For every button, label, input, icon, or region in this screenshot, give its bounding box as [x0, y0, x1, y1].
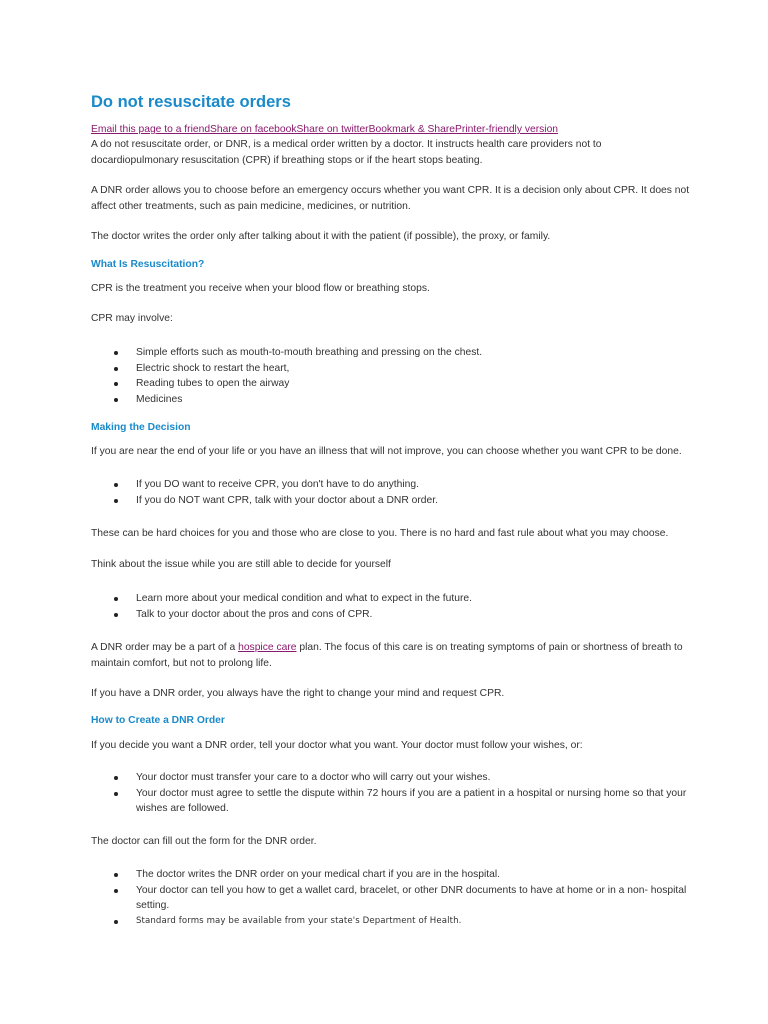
- decision-paragraph-2: These can be hard choices for you and those who are close to you. There is no hard and fast rule about what you may choose.: [91, 528, 669, 539]
- list-item: If you do NOT want CPR, talk with your doctor about a DNR order.: [91, 493, 691, 509]
- decision-paragraph-3: Think about the issue while you are still able to decide for yourself: [91, 559, 391, 570]
- resuscitation-paragraph-1: CPR is the treatment you receive when your blood flow or breathing stops.: [91, 283, 430, 294]
- list-item: Your doctor must agree to settle the dispute within 72 hours if you are a patient in a hospital or nursing home so that your wishes are followed.: [91, 786, 691, 817]
- resuscitation-paragraph-2: CPR may involve:: [91, 313, 173, 324]
- page-title: Do not resuscitate orders: [91, 93, 291, 111]
- intro-paragraph-3: The doctor writes the order only after talking about it with the patient (if possible), the proxy, or family.: [91, 231, 551, 242]
- heading-how-to-create-dnr: How to Create a DNR Order: [91, 715, 225, 726]
- decision-options-list: [91, 477, 691, 508]
- create-paragraph-2: The doctor can fill out the form for the DNR order.: [91, 836, 317, 847]
- list-item: Reading tubes to open the airway: [91, 376, 691, 392]
- intro-paragraph-1: A do not resuscitate order, or DNR, is a medical order written by a doctor. It instructs health care providers not to docardiopulmonary resuscitation (CPR) if breathing stops or if the heart stops beating.: [91, 139, 602, 166]
- create-paragraph-1: If you decide you want a DNR order, tell your doctor what you want. Your doctor must follow your wishes, or:: [91, 740, 583, 751]
- doctor-obligations-list: [91, 770, 691, 817]
- hospice-paragraph: [91, 640, 691, 671]
- cpr-involves-list: [91, 345, 691, 407]
- list-item: Talk to your doctor about the pros and cons of CPR.: [91, 607, 691, 623]
- decision-paragraph-1: If you are near the end of your life or you have an illness that will not improve, you can choose whether you want CPR to be done.: [91, 446, 682, 457]
- list-item: Standard forms may be available from your state's Department of Health.: [91, 914, 691, 930]
- intro-paragraph-2: A DNR order allows you to choose before an emergency occurs whether you want CPR. It is a decision only about CPR. It does not affect other treatments, such as pain medicine, medicines, or nutrition.: [91, 185, 690, 212]
- hospice-text-before: A DNR order may be a part of a: [91, 642, 239, 653]
- share-links[interactable]: Email this page to a friendShare on facebookShare on twitterBookmark & SharePrinter-friendly version: [91, 124, 559, 135]
- list-item: Your doctor can tell you how to get a wallet card, bracelet, or other DNR documents to have at home or in a non- hospital setting.: [91, 883, 691, 914]
- list-item: Electric shock to restart the heart,: [91, 361, 691, 377]
- dnr-documents-list: [91, 867, 691, 929]
- decide-yourself-list: [91, 591, 691, 622]
- decision-paragraph-5: If you have a DNR order, you always have the right to change your mind and request CPR.: [91, 688, 505, 699]
- list-item: Your doctor must transfer your care to a doctor who will carry out your wishes.: [91, 770, 691, 786]
- list-item: The doctor writes the DNR order on your medical chart if you are in the hospital.: [91, 867, 691, 883]
- list-item: Learn more about your medical condition and what to expect in the future.: [91, 591, 691, 607]
- hospice-care-link[interactable]: hospice care: [238, 642, 297, 653]
- heading-making-the-decision: Making the Decision: [91, 422, 191, 433]
- list-item: If you DO want to receive CPR, you don't have to do anything.: [91, 477, 691, 493]
- list-item: Medicines: [91, 392, 691, 408]
- heading-what-is-resuscitation: What Is Resuscitation?: [91, 259, 205, 270]
- list-item: Simple efforts such as mouth-to-mouth breathing and pressing on the chest.: [91, 345, 691, 361]
- hospice-text-after: plan. The focus of this care is on treating symptoms of pain or shortness of breath to maintain comfort, but not to prolong life.: [91, 642, 683, 669]
